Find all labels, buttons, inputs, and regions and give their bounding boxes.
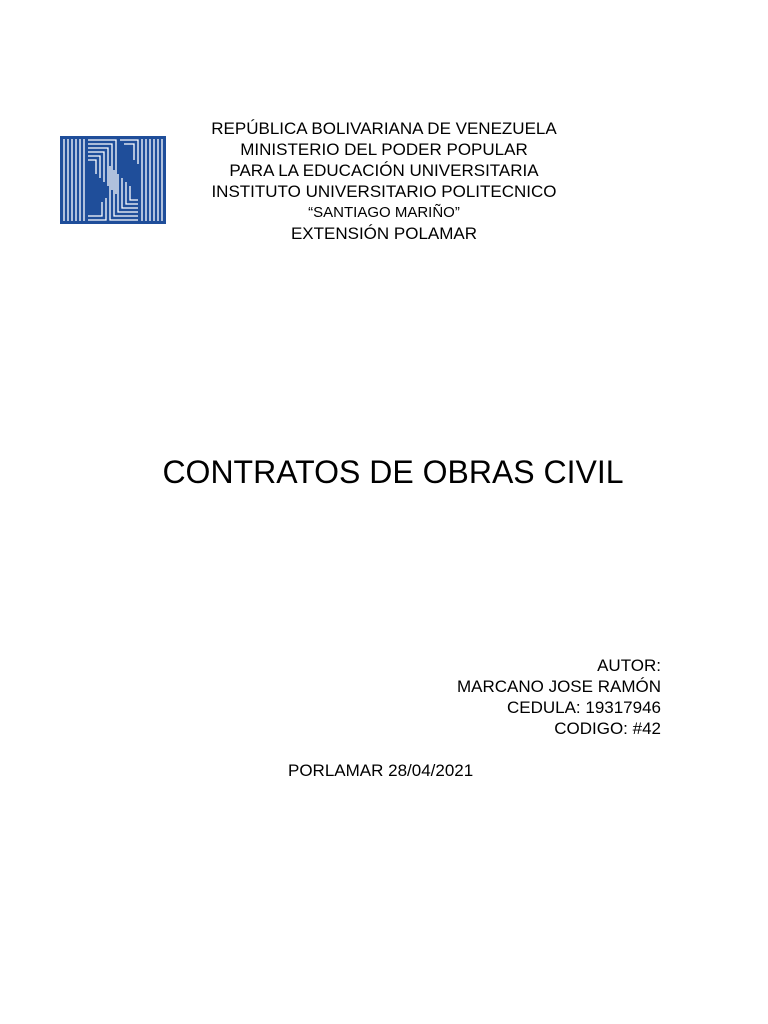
- author-codigo: CODIGO: #42: [554, 719, 661, 738]
- author-label: AUTOR:: [597, 656, 661, 675]
- header-line-education: PARA LA EDUCACIÓN UNIVERSITARIA: [229, 161, 539, 180]
- author-cedula: CEDULA: 19317946: [506, 698, 661, 717]
- document-title: CONTRATOS DE OBRAS CIVIL: [162, 454, 624, 490]
- place-date: PORLAMAR 28/04/2021: [288, 761, 474, 780]
- institution-header: [0, 118, 768, 244]
- header-line-extension: EXTENSIÓN POLAMAR: [290, 224, 478, 243]
- author-name: MARCANO JOSE RAMÓN: [456, 677, 661, 696]
- header-line-republic: REPÚBLICA BOLIVARIANA DE VENEZUELA: [211, 119, 557, 138]
- header-line-institute-name: “SANTIAGO MARIÑO”: [308, 204, 460, 221]
- header-line-ministry: MINISTERIO DEL PODER POPULAR: [240, 140, 528, 159]
- author-block: [457, 655, 661, 739]
- header-line-institute: INSTITUTO UNIVERSITARIO POLITECNICO: [211, 182, 557, 201]
